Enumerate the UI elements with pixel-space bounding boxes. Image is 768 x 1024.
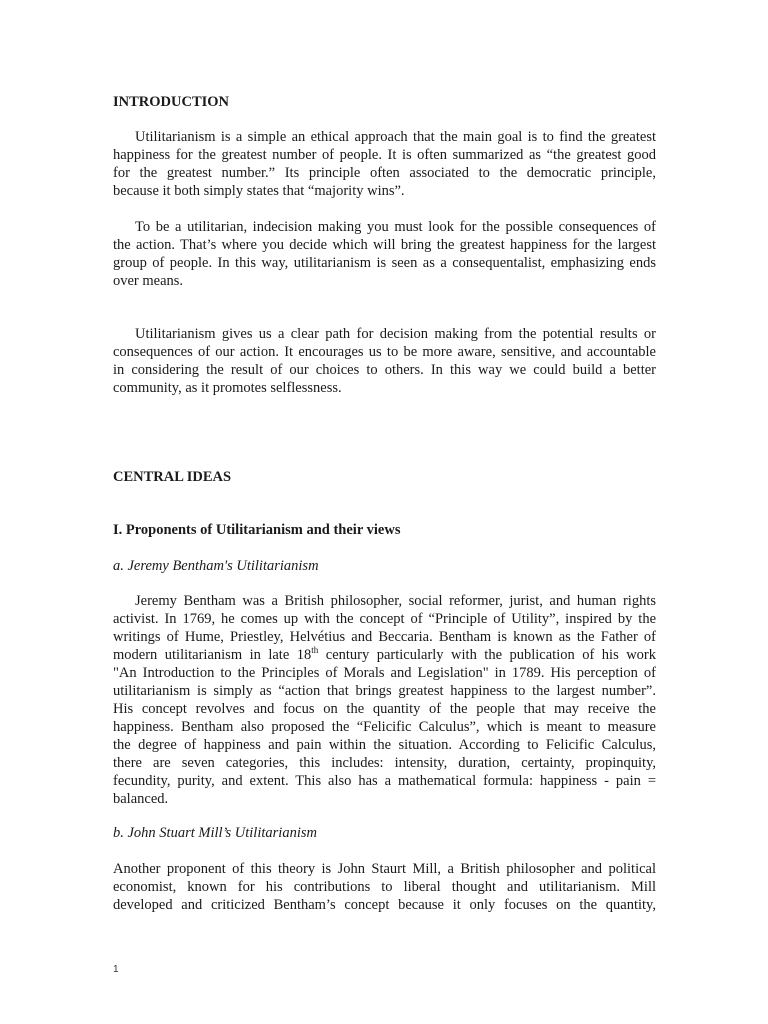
text-line: writings of Hume, Priestley, Helvétius and Beccaria. Bentham is known as the Father of: [113, 629, 656, 645]
text-fragment: modern utilitarianism in late 18: [113, 647, 312, 663]
text-line: balanced.: [113, 791, 169, 807]
subsection-heading-bentham: a. Jeremy Bentham's Utilitarianism: [113, 558, 319, 574]
text-line-with-superscript: [113, 646, 656, 664]
mill-paragraph: [113, 860, 656, 914]
text-line: for the greatest number.” Its principle often associated to the democratic principle,: [113, 165, 656, 181]
introduction-heading: INTRODUCTION: [113, 94, 230, 110]
text-line: the degree of happiness and pain within the situation. According to Felicific Calculus,: [113, 737, 656, 753]
text-line: "An Introduction to the Principles of Morals and Legislation" in 1789. His perception of: [113, 665, 656, 681]
text-fragment: century particularly with the publication of his work: [318, 647, 656, 663]
section-heading-proponents: I. Proponents of Utilitarianism and their views: [113, 522, 401, 538]
text-line: Another proponent of this theory is John Staurt Mill, a British philosopher and political: [113, 861, 656, 877]
page-number: 1: [113, 964, 119, 975]
intro-paragraph-2: [113, 218, 656, 290]
text-line: fecundity, purity, and extent. This also has a mathematical formula: happiness - pain =: [113, 773, 656, 789]
text-line: developed and criticized Bentham’s concept because it only focuses on the quantity,: [113, 897, 656, 913]
text-line: over means.: [113, 273, 184, 289]
text-line: activist. In 1769, he comes up with the concept of “Principle of Utility”, inspired by the: [113, 611, 656, 627]
text-line: the action. That’s where you decide which will bring the greatest happiness for the largest: [113, 237, 656, 253]
text-line: there are seven categories, this includes: intensity, duration, certainty, propinquity,: [113, 755, 656, 771]
text-line: Jeremy Bentham was a British philosopher, social reformer, jurist, and human rights: [135, 593, 656, 609]
text-line: utilitarianism is simply as “action that brings greatest happiness to the largest number”.: [113, 683, 656, 699]
text-line: Utilitarianism gives us a clear path for decision making from the potential results or: [135, 326, 656, 342]
text-line: community, as it promotes selflessness.: [113, 380, 342, 396]
superscript: th: [311, 645, 319, 656]
text-line: Utilitarianism is a simple an ethical approach that the main goal is to find the greatest: [135, 129, 656, 145]
text-line: because it both simply states that “majority wins”.: [113, 183, 405, 199]
intro-paragraph-1: [113, 128, 656, 200]
text-line: in considering the result of our choices to others. In this way we could build a better: [113, 362, 656, 378]
text-line: His concept revolves and focus on the quantity of the people that may receive the: [113, 701, 656, 717]
text-line: happiness for the greatest number of people. It is often summarized as “the greatest good: [113, 147, 656, 163]
subsection-heading-mill: b. John Stuart Mill’s Utilitarianism: [113, 825, 317, 841]
text-line: group of people. In this way, utilitarianism is seen as a consequentalist, emphasizing ends: [113, 255, 656, 271]
bentham-paragraph: [113, 592, 656, 808]
text-line: happiness. Bentham also proposed the “Felicific Calculus”, which is meant to measure: [113, 719, 656, 735]
text-line: To be a utilitarian, indecision making you must look for the possible consequences of: [135, 219, 656, 235]
text-line: consequences of our action. It encourages us to be more aware, sensitive, and accountable: [113, 344, 656, 360]
central-ideas-heading: CENTRAL IDEAS: [113, 469, 232, 485]
text-line: economist, known for his contributions to liberal thought and utilitarianism. Mill: [113, 879, 656, 895]
intro-paragraph-3: [113, 325, 656, 397]
